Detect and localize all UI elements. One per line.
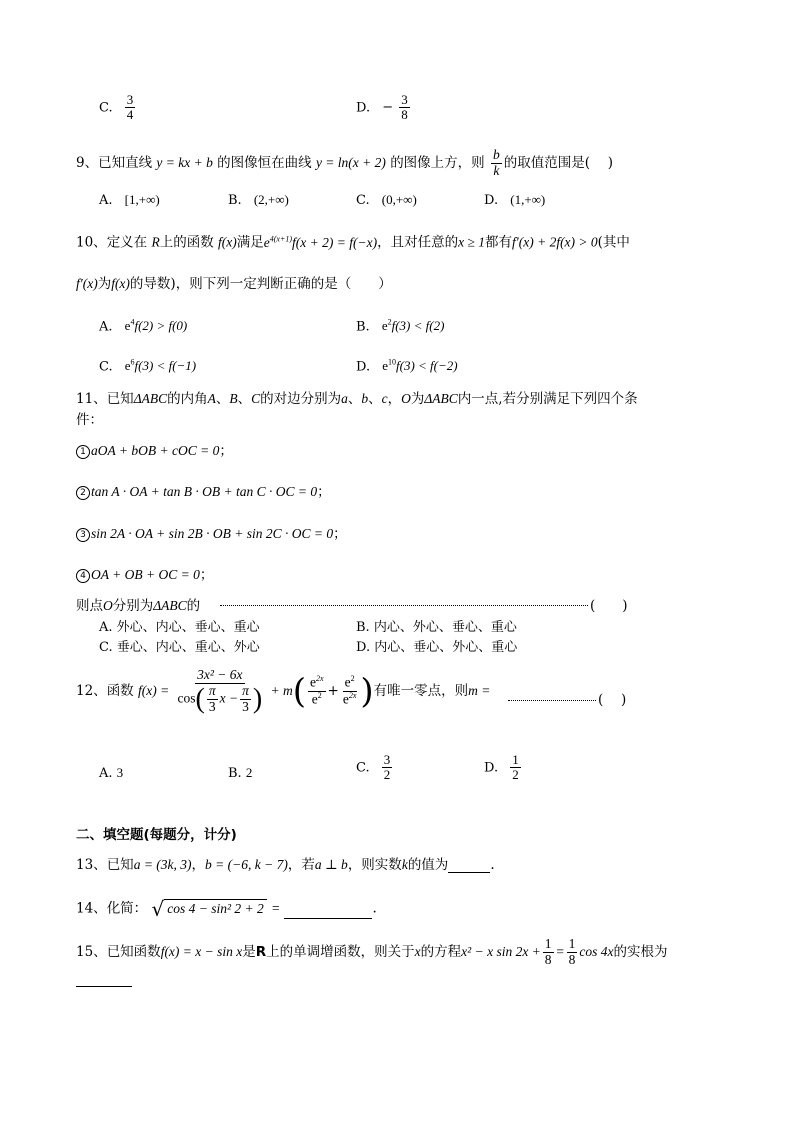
q10-option-c: C. $e^6f(3) < f(-1)$ xyxy=(99,358,197,375)
curve-equation: y = ln(x + 2) xyxy=(315,154,386,170)
circled-number: 3 xyxy=(76,528,90,542)
answer-blank[interactable] xyxy=(284,904,372,919)
section-title: 二、填空题(每题分，计分) xyxy=(76,827,237,843)
q10-condition: $e^{4(x+1)}f(x + 2) = f(-x)$ xyxy=(263,234,378,250)
q10-stem-line1: 10、定义在 R上的函数 f(x)满足$e^{4(x+1)}f(x + 2) = f(-x)$，且对任意的x ≥ 1都有f′(x) + 2f(x) > 0(其中 xyxy=(76,234,630,251)
q9-option-c: C. (0,+∞) xyxy=(356,192,417,208)
q10-stem-line2: f′(x)为f(x)的导数)，则下列一定判断正确的是（ ） xyxy=(76,276,392,292)
q11-condition-1: 1 aOA + bOB + cOC = 0； xyxy=(76,443,233,459)
q11-option-b: B. 内心、外心、垂心、重心 xyxy=(356,620,517,635)
b-over-k: $\frac{b}{k}$ xyxy=(492,147,500,178)
q11-option-a: A. 外心、内心、垂心、重心 xyxy=(99,620,260,635)
q8-c-fraction: $\frac{3}{4}$ xyxy=(126,92,134,123)
e-fraction-1: $\frac{e^{2x}}{e^2}$ xyxy=(309,674,324,707)
answer-paren: ( ) xyxy=(590,598,628,614)
q12-main-fraction: 3x² − 6x cos( $\frac{\pi}{3}$ x − $\frac{\pi}{3}$ ) xyxy=(177,667,263,715)
q10-option-a: A. $e^4f(2) > f(0)$ xyxy=(99,318,188,335)
q11-option-d: D. 内心、垂心、外心、重心 xyxy=(356,640,518,655)
q12-option-b: B. 2 xyxy=(228,765,253,781)
q9-option-b: B. (2,+∞) xyxy=(228,192,289,208)
q11-stem-line1: 11、已知ΔABC的内角A、B、C的对边分别为a、b、c，O为ΔABC内一点,若分别满足下列四个条 xyxy=(76,391,638,407)
q12-option-d: D. $\frac{1}{2}$ xyxy=(484,752,519,783)
circled-number: 2 xyxy=(76,486,90,500)
q8-option-d: D. − $\frac{3}{8}$ xyxy=(356,92,408,123)
q11-condition-4: 4 OA + OB + OC = 0； xyxy=(76,567,213,583)
answer-paren: ( ) xyxy=(598,692,627,708)
q11-condition-3: 3 sin 2A · OA + sin 2B · OB + sin 2C · OC = 0； xyxy=(76,526,347,542)
option-label: C. xyxy=(99,100,113,116)
dotted-leader xyxy=(508,700,596,701)
q12-option-c: C. $\frac{3}{2}$ xyxy=(356,752,391,783)
q12-option-a: A. 3 xyxy=(99,765,124,781)
q9-stem: 9、已知直线 y = kx + b 的图像恒在曲线 y = ln(x + 2) 的图像上方，则 $\frac{b}{k}$ 的取值范围是( ) xyxy=(76,147,614,178)
e-fraction-2: $\frac{e^2}{e^{2x}}$ xyxy=(342,674,357,707)
square-root: √ cos 4 − sin² 2 + 2 xyxy=(151,899,266,919)
answer-blank[interactable] xyxy=(76,986,132,987)
answer-blank[interactable] xyxy=(448,858,490,873)
circled-number: 1 xyxy=(76,445,90,459)
q8-d-fraction: $\frac{3}{8}$ xyxy=(401,92,408,123)
q9-option-d: D. (1,+∞) xyxy=(484,192,546,208)
q11-condition-2: 2 tan A · OA + tan B · OB + tan C · OC = 0； xyxy=(76,484,331,500)
q8-option-c xyxy=(99,93,137,123)
q15-stem: 15、已知函数f(x) = x − sin x是R上的单调增函数，则关于x的方程x² − x sin 2x + $\frac{1}{8}$ = $\frac{1}{8}$ cos 4x的实根为 xyxy=(76,936,668,967)
q13-stem: 13、已知a = (3k, 3)，b = (−6, k − 7)，若a ⊥ b，则实数k的值为 . xyxy=(76,857,495,873)
q11-question-line: 则点O分别为ΔABC的 xyxy=(76,598,201,614)
q11-option-c: C. 垂心、内心、重心、外心 xyxy=(99,640,260,655)
q10-option-d: D. $e^{10}f(3) < f(-2)$ xyxy=(356,358,458,375)
q14-stem: 14、化简： √ cos 4 − sin² 2 + 2 = . xyxy=(76,897,377,921)
q9-option-a: A. [1,+∞) xyxy=(99,192,160,208)
line-equation: y = kx + b xyxy=(156,154,213,170)
circled-number: 4 xyxy=(76,569,90,583)
option-label: D. xyxy=(356,100,371,116)
q11-stem-line2: 件： xyxy=(76,412,103,428)
dotted-leader xyxy=(220,605,588,606)
q12-stem: 12、函数 f(x) = 3x² − 6x cos( $\frac{\pi}{3}$ x − $\frac{\pi}{3}$ ) + m( $\frac{e^{2x}}{e^2}$ + $\frac{e^2}{e^{2x}}$ )有唯一零点，则m = xyxy=(76,667,491,715)
q10-option-b: B. $e^2f(3) < f(2)$ xyxy=(356,318,445,335)
